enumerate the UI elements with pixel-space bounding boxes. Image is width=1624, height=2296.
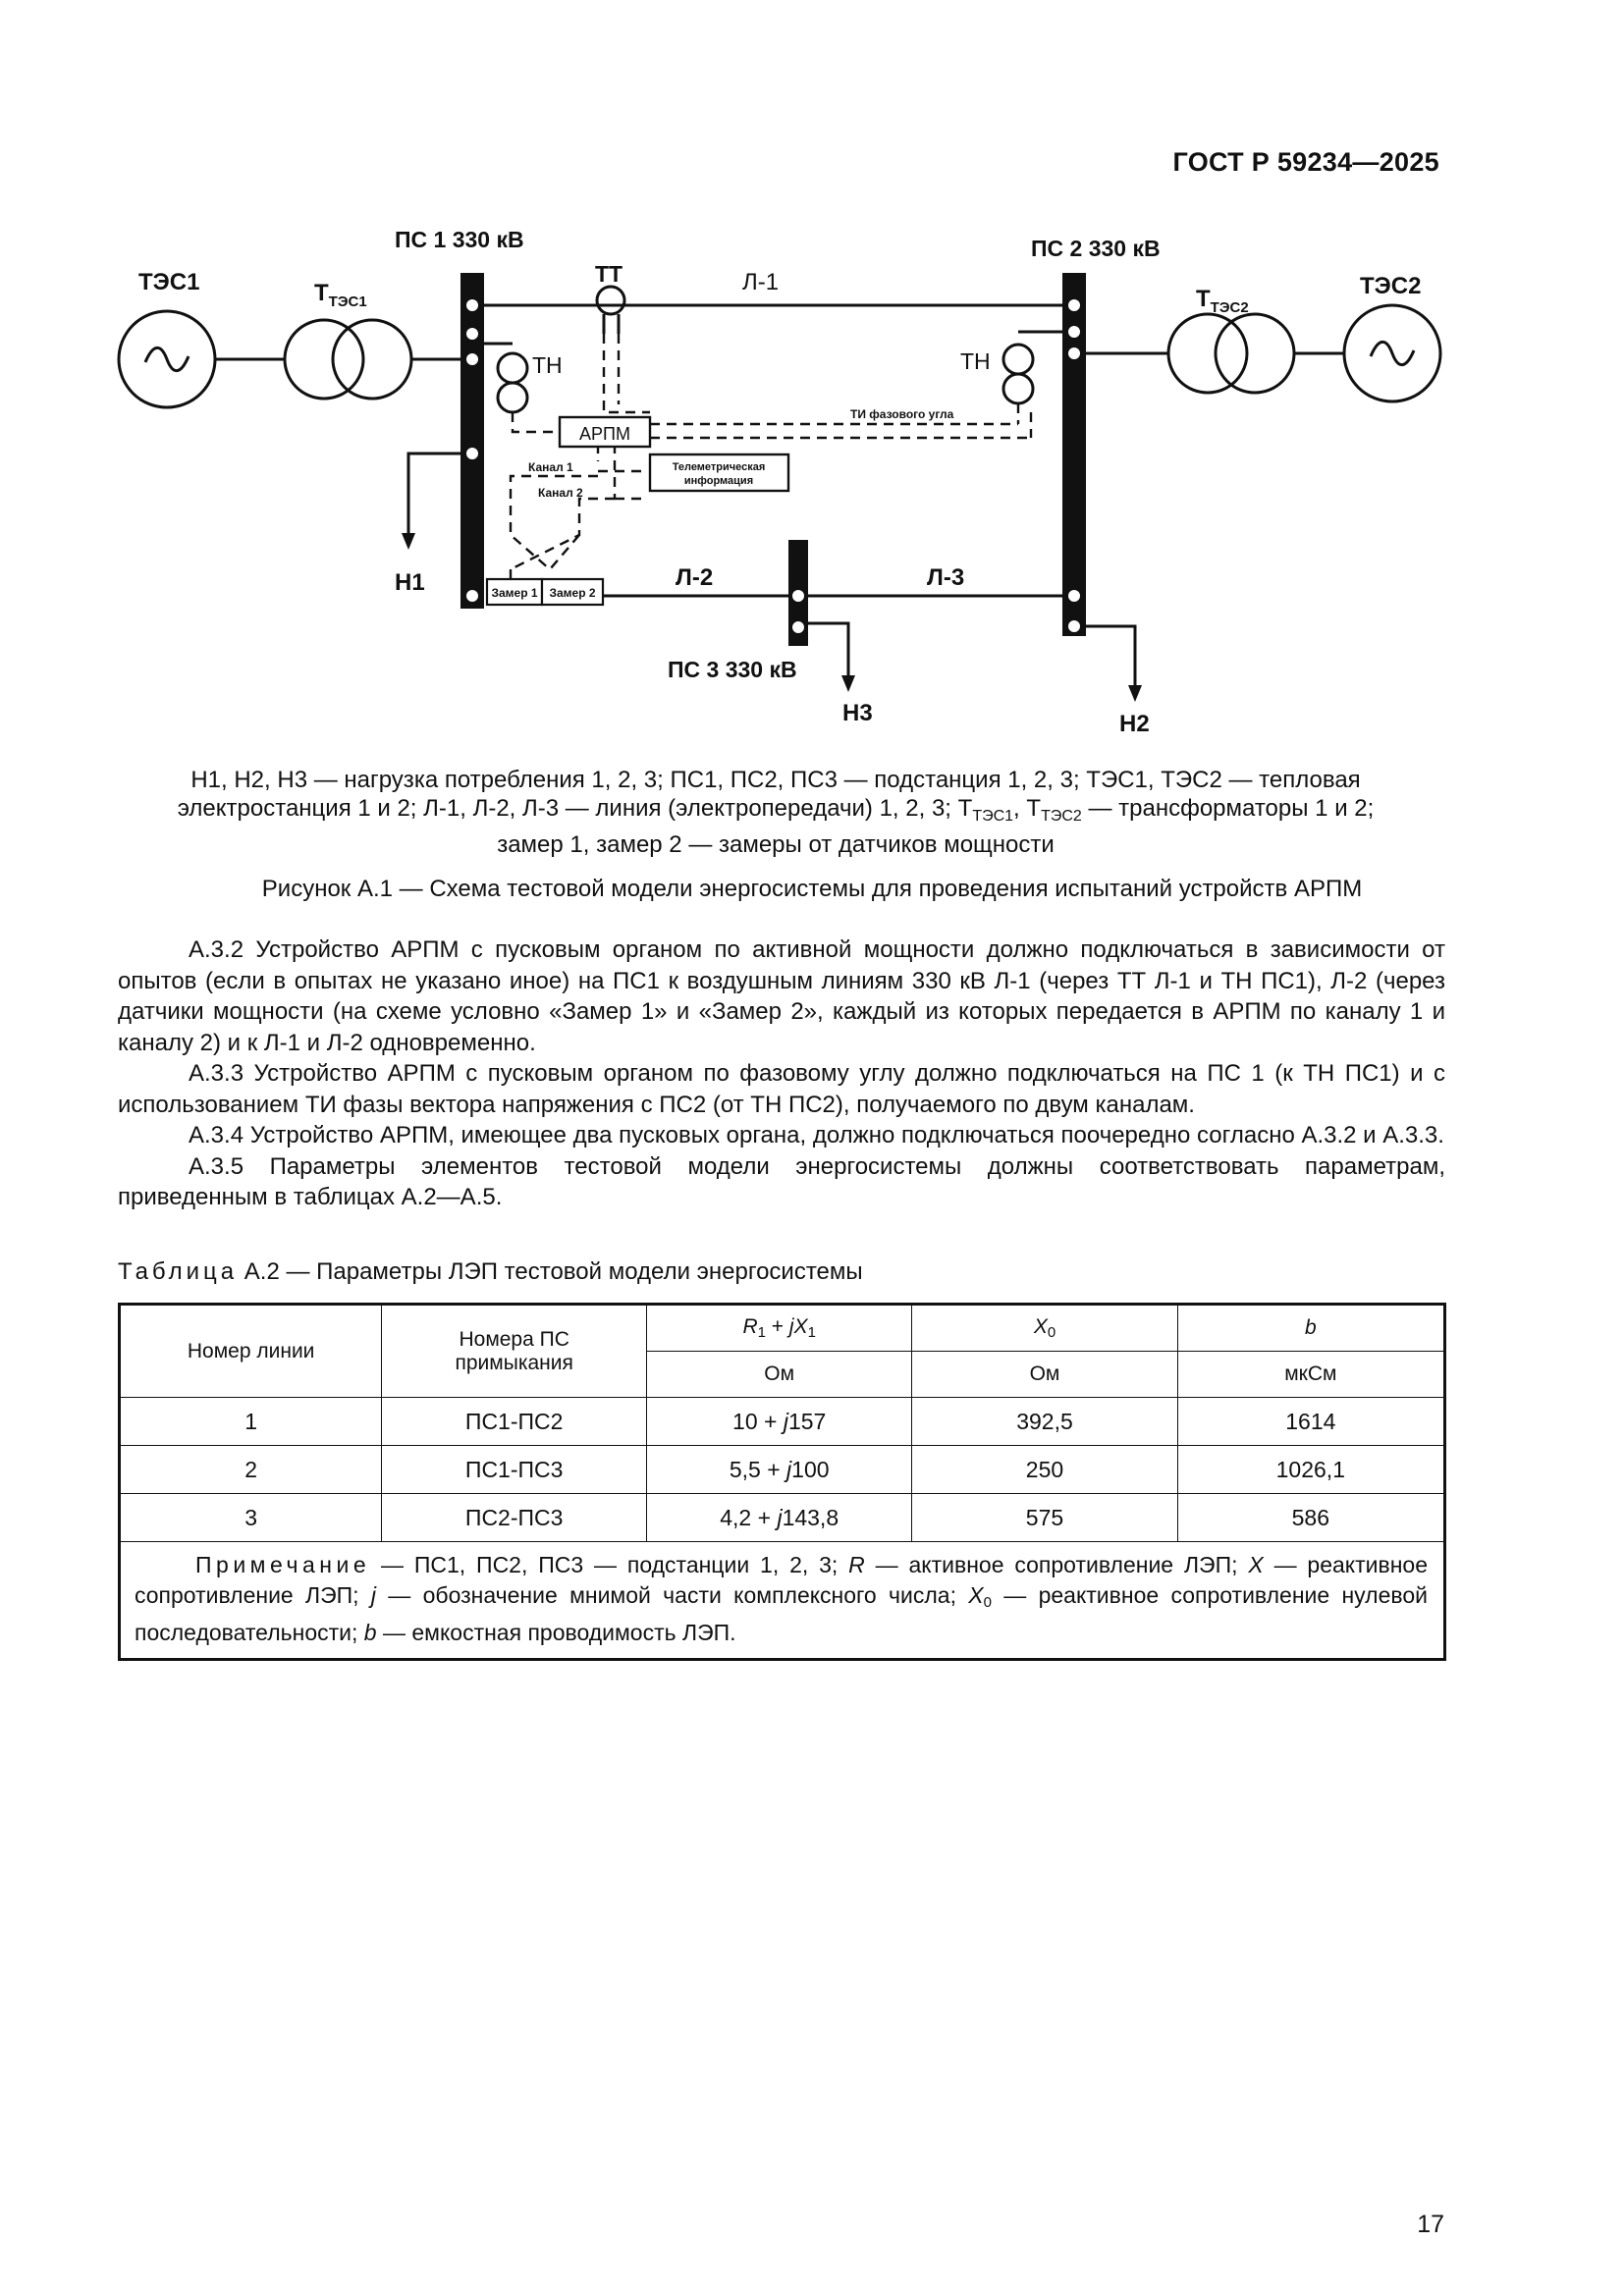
load-n1-arrow bbox=[402, 533, 415, 550]
label-telemetry-1: Телеметрическая bbox=[672, 461, 766, 473]
label-ti-phase: ТИ фазового угла bbox=[850, 407, 954, 421]
paragraph-a35: А.3.5 Параметры элементов тестовой модели энергосистемы должны соответствовать параметрам, приведенным в таблицах А.2—А.5. bbox=[118, 1152, 1445, 1210]
load-n2-arrow bbox=[1128, 685, 1142, 702]
tn-left-winding-2 bbox=[498, 383, 527, 412]
power-system-diagram bbox=[0, 0, 1624, 766]
label-arpm: АРПМ bbox=[579, 424, 630, 444]
table-caption: Таблица А.2 — Параметры ЛЭП тестовой модели энергосистемы bbox=[118, 1258, 863, 1285]
label-n3: Н3 bbox=[842, 700, 873, 726]
label-channel2: Канал 2 bbox=[538, 486, 583, 500]
cell-b: 1614 bbox=[1177, 1398, 1444, 1446]
table-note: Примечание — ПС1, ПС2, ПС3 — подстанции 1, 2, 3; R — активное сопротивление ЛЭП; X — реактивное сопротивление ЛЭП; j — обозначение мнимой части комплексного числа; $X_0$ — реактивное сопротивление нулевой последовательности; b — емкостная проводимость ЛЭП. bbox=[120, 1542, 1445, 1660]
label-l1: Л-1 bbox=[742, 269, 780, 295]
cell-ps: ПС1-ПС2 bbox=[382, 1398, 647, 1446]
header-x0: $X_0$ bbox=[912, 1305, 1177, 1352]
cell-impedance: 4,2 + j143,8 bbox=[647, 1494, 912, 1542]
cell-impedance: 5,5 + j100 bbox=[647, 1446, 912, 1494]
label-tes1: ТЭС1 bbox=[138, 269, 200, 295]
table-row bbox=[120, 1398, 1445, 1446]
transformer-tes2-winding-1 bbox=[1168, 314, 1247, 393]
table-row bbox=[120, 1446, 1445, 1494]
tn-right-winding-1 bbox=[1003, 345, 1033, 374]
paragraph-a32: А.3.2 Устройство АРПМ с пусковым органом по активной мощности должно подключаться в зависимости от опытов (если в опытах не указано иное) на ПС1 к воздушным линиям 330 кВ Л-1 (через ТТ Л-1 и ТН ПС1), Л-2 (через датчики мощности (на схеме условно «Замер 1» и «Замер 2», каждый из которых передается в АРПМ по каналу 1 и каналу 2) и к Л-1 и Л-2 одновременно. bbox=[118, 936, 1445, 1056]
label-meter1: Замер 1 bbox=[491, 586, 538, 600]
generator-tes2-sine bbox=[1371, 342, 1414, 364]
label-t-tes1: $Т_{ТЭС1}$ bbox=[314, 280, 367, 310]
label-ps3: ПС 3 330 кВ bbox=[668, 657, 797, 682]
label-channel1: Канал 1 bbox=[528, 460, 573, 474]
unit-b: мкСм bbox=[1177, 1352, 1444, 1398]
cell-impedance: 10 + j157 bbox=[647, 1398, 912, 1446]
unit-x0: Ом bbox=[912, 1352, 1177, 1398]
label-tn-left: ТН bbox=[532, 352, 563, 378]
label-t-tes2: $Т_{ТЭС2}$ bbox=[1196, 286, 1249, 316]
body-text bbox=[118, 934, 1445, 1213]
table-note-row bbox=[120, 1542, 1445, 1660]
tt-current-transformer bbox=[597, 287, 624, 314]
header-ps-numbers: Номера ПС примыкания bbox=[382, 1305, 647, 1398]
cell-x0: 575 bbox=[912, 1494, 1177, 1542]
label-tes2: ТЭС2 bbox=[1360, 273, 1422, 299]
header-b: b bbox=[1177, 1305, 1444, 1352]
load-n3-arrow bbox=[841, 675, 855, 692]
legend-text: Н1, Н2, Н3 — нагрузка потребления 1, 2, 3; ПС1, ПС2, ПС3 — подстанция 1, 2, 3; ТЭС1, ТЭС2 — тепловая электростанция 1 и 2; Л-1, Л-2, Л-3 — линия (электропередачи) 1, 2, 3; bbox=[177, 767, 1361, 822]
transformer-tes1-winding-2 bbox=[333, 320, 411, 399]
load-n1-line bbox=[408, 454, 467, 535]
label-n2: Н2 bbox=[1119, 711, 1150, 737]
header-line-number: Номер линии bbox=[120, 1305, 382, 1398]
paragraph-a33: А.3.3 Устройство АРПМ с пусковым органом по фазовому углу должно подключаться на ПС 1 (к ТН ПС1) и с использованием ТИ фазы вектора напряжения с ПС2 (от ТН ПС2), получаемого по двум каналам. bbox=[118, 1060, 1445, 1118]
tn-left-winding-1 bbox=[498, 353, 527, 383]
cell-x0: 392,5 bbox=[912, 1398, 1177, 1446]
label-ps1: ПС 1 330 кВ bbox=[395, 227, 524, 252]
label-l3: Л-3 bbox=[927, 564, 965, 591]
cell-line-number: 2 bbox=[120, 1446, 382, 1494]
paragraph-a34: А.3.4 Устройство АРПМ, имеющее два пусковых органа, должно подключаться поочередно согласно А.3.2 и А.3.3. bbox=[189, 1122, 1444, 1148]
table-row bbox=[120, 1494, 1445, 1542]
figure-legend: Н1, Н2, Н3 — нагрузка потребления 1, 2, 3; ПС1, ПС2, ПС3 — подстанция 1, 2, 3; ТЭС1, ТЭС2 — тепловая электростанция 1 и 2; Л-1, Л-2, Л-3 — линия (электропередачи) 1, 2, 3; $Т_{ТЭС1}$, $Т_{ТЭС2}$ — трансформаторы 1 и 2; замер 1, замер 2 — замеры от датчиков мощности bbox=[177, 767, 1375, 858]
bus-ps1 bbox=[460, 273, 484, 609]
label-l2: Л-2 bbox=[676, 564, 714, 591]
cell-b: 1026,1 bbox=[1177, 1446, 1444, 1494]
legend-line-3: замер 1, замер 2 — замеры от датчиков мощности bbox=[497, 831, 1055, 858]
figure-caption: Рисунок А.1 — Схема тестовой модели энергосистемы для проведения испытаний устройств АРПМ bbox=[261, 876, 1363, 902]
document-header: ГОСТ Р 59234—2025 bbox=[1172, 147, 1439, 177]
label-ps2: ПС 2 330 кВ bbox=[1031, 236, 1161, 261]
label-meter2: Замер 2 bbox=[549, 586, 596, 600]
load-n3-line bbox=[803, 623, 848, 677]
cell-line-number: 3 bbox=[120, 1494, 382, 1542]
generator-tes1-sine bbox=[145, 347, 189, 370]
unit-r: Ом bbox=[647, 1352, 912, 1398]
table-header-row bbox=[120, 1305, 1445, 1352]
cell-line-number: 1 bbox=[120, 1398, 382, 1446]
cell-ps: ПС2-ПС3 bbox=[382, 1494, 647, 1542]
load-n2-line bbox=[1080, 626, 1135, 687]
cell-ps: ПС1-ПС3 bbox=[382, 1446, 647, 1494]
cell-x0: 250 bbox=[912, 1446, 1177, 1494]
label-tn-right: ТН bbox=[960, 348, 991, 374]
label-telemetry-2: информация bbox=[683, 475, 754, 487]
label-tt: ТТ bbox=[595, 261, 623, 287]
params-table bbox=[118, 1303, 1446, 1661]
cell-b: 586 bbox=[1177, 1494, 1444, 1542]
transformer-tes2-winding-2 bbox=[1216, 314, 1294, 393]
header-r1-jx1: $R_1 + jX_1$ bbox=[647, 1305, 912, 1352]
page-number: 17 bbox=[1417, 2211, 1444, 2238]
tn-right-winding-2 bbox=[1003, 374, 1033, 403]
label-n1: Н1 bbox=[395, 569, 425, 596]
transformer-tes1-winding-1 bbox=[285, 320, 363, 399]
